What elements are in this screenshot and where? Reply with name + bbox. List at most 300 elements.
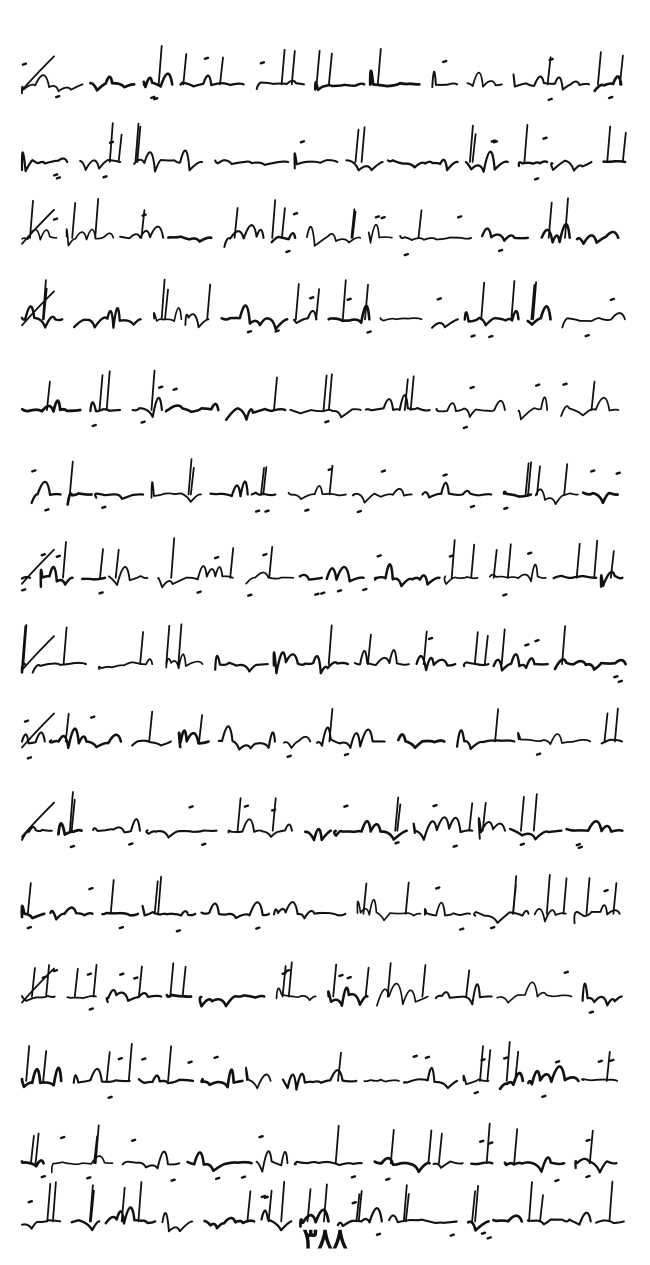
handwritten-stroke <box>592 382 595 410</box>
handwritten-stroke <box>607 127 610 162</box>
handwritten-dot <box>499 250 502 251</box>
handwritten-word <box>143 906 196 916</box>
handwritten-stroke <box>564 464 567 494</box>
handwritten-stroke <box>282 50 285 85</box>
handwritten-word <box>554 576 597 578</box>
handwritten-dot <box>294 213 297 214</box>
handwritten-word <box>315 82 364 90</box>
handwritten-stroke <box>165 290 168 320</box>
handwritten-word <box>327 567 364 581</box>
handwritten-stroke <box>47 1184 50 1221</box>
handwritten-dot <box>266 511 269 512</box>
handwritten-word <box>471 1162 492 1164</box>
handwritten-dot <box>376 216 379 217</box>
handwritten-dot <box>260 1136 263 1137</box>
handwritten-line <box>14 786 636 864</box>
handwritten-word <box>317 728 385 748</box>
handwritten-dot <box>42 1176 45 1177</box>
handwritten-stroke <box>138 1182 141 1221</box>
handwritten-stroke <box>598 52 601 84</box>
handwritten-dot <box>610 1060 613 1061</box>
handwritten-word <box>369 225 392 243</box>
handwritten-stroke <box>100 375 103 410</box>
handwritten-word <box>353 489 412 503</box>
handwritten-word <box>562 313 625 327</box>
handwritten-dot <box>248 595 251 596</box>
handwritten-dot <box>89 888 92 889</box>
handwritten-word <box>50 729 121 748</box>
handwritten-stroke <box>475 632 478 664</box>
handwritten-line <box>14 1036 636 1114</box>
handwritten-dot <box>617 473 620 474</box>
handwritten-word <box>380 318 421 321</box>
handwritten-dot <box>438 298 441 299</box>
handwritten-stroke <box>480 1046 483 1081</box>
handwritten-stroke <box>155 881 158 913</box>
handwritten-stroke <box>329 54 332 85</box>
handwritten-dot <box>587 1140 590 1141</box>
handwritten-stroke <box>317 51 320 85</box>
handwritten-dot <box>283 973 286 974</box>
handwritten-word <box>457 730 514 749</box>
handwritten-word <box>490 565 546 582</box>
handwritten-stroke <box>502 629 505 664</box>
handwritten-dot <box>263 554 266 555</box>
handwritten-word <box>357 900 420 921</box>
handwritten-dot <box>352 1176 355 1177</box>
handwritten-dot <box>93 425 96 426</box>
handwritten-word <box>432 72 457 87</box>
handwritten-word <box>575 1159 616 1173</box>
handwritten-word <box>22 75 83 93</box>
handwritten-dot <box>489 336 492 337</box>
handwritten-dot <box>28 757 31 758</box>
handwritten-stroke <box>316 289 319 319</box>
handwritten-dot <box>537 754 540 755</box>
handwritten-dot <box>443 61 446 62</box>
handwritten-word <box>355 650 409 665</box>
handwritten-dot <box>32 470 35 471</box>
handwritten-dot <box>482 1059 485 1060</box>
handwritten-stroke <box>343 280 346 319</box>
handwritten-word <box>519 161 547 166</box>
handwritten-word <box>152 482 202 502</box>
handwritten-word <box>139 1076 193 1084</box>
handwritten-word <box>423 483 492 498</box>
handwritten-dot <box>325 421 328 422</box>
handwritten-dot <box>609 97 612 98</box>
handwritten-word <box>551 161 591 171</box>
handwritten-word <box>202 1070 243 1087</box>
handwritten-stroke <box>362 127 365 162</box>
handwritten-dot <box>414 1056 417 1057</box>
handwritten-word <box>414 817 473 839</box>
handwritten-stroke <box>524 125 527 162</box>
handwritten-word <box>166 654 202 668</box>
handwritten-word <box>465 311 519 325</box>
handwritten-word <box>90 402 120 411</box>
handwritten-line <box>14 196 636 274</box>
handwritten-dot <box>528 553 531 554</box>
handwritten-stroke <box>594 541 597 578</box>
handwritten-dot <box>525 644 528 645</box>
handwritten-word <box>474 911 528 923</box>
handwritten-stroke <box>333 965 336 997</box>
handwritten-stroke <box>107 371 110 410</box>
handwritten-dot <box>535 178 538 179</box>
handwritten-stroke <box>100 549 103 578</box>
handwritten-word <box>444 576 477 584</box>
handwritten-stroke <box>623 133 626 162</box>
handwritten-dot <box>286 251 289 252</box>
handwritten-dot <box>120 927 123 928</box>
handwritten-dot <box>56 96 59 97</box>
handwritten-word <box>432 319 458 328</box>
handwritten-line <box>14 700 636 778</box>
handwritten-dot <box>102 507 105 508</box>
handwritten-word <box>425 903 470 916</box>
handwritten-stroke <box>428 1131 431 1164</box>
handwritten-word <box>274 902 345 918</box>
handwritten-stroke <box>439 1134 442 1164</box>
handwritten-dot <box>45 509 48 510</box>
handwritten-stroke <box>605 713 608 741</box>
handwritten-stroke <box>183 967 186 997</box>
handwritten-stroke <box>487 1050 490 1081</box>
handwritten-dot <box>444 475 447 476</box>
handwritten-stroke <box>565 198 568 238</box>
handwritten-stroke <box>43 1051 46 1081</box>
handwritten-word <box>180 76 243 87</box>
handwritten-word <box>107 990 161 1002</box>
handwritten-stroke <box>269 1191 272 1222</box>
handwritten-dot <box>329 469 332 470</box>
handwritten-word <box>95 494 143 499</box>
handwritten-dot <box>489 1143 492 1144</box>
handwritten-word <box>99 659 152 669</box>
handwritten-stroke <box>590 1131 593 1164</box>
handwritten-dot <box>358 511 361 512</box>
handwritten-dot <box>159 387 162 388</box>
handwritten-stroke <box>111 880 114 914</box>
handwritten-word <box>109 567 147 585</box>
handwritten-dot <box>256 928 259 929</box>
handwritten-dot <box>504 508 507 509</box>
handwritten-dot <box>286 970 289 971</box>
handwritten-stroke <box>70 462 73 495</box>
handwritten-line <box>14 366 636 444</box>
handwritten-dot <box>579 847 582 848</box>
handwritten-stroke <box>63 542 66 578</box>
handwritten-dot <box>242 1177 245 1178</box>
handwritten-dot <box>605 890 608 891</box>
handwritten-flourish <box>22 550 54 584</box>
handwritten-word <box>567 821 623 831</box>
handwritten-dot <box>215 1057 218 1058</box>
handwritten-stroke <box>607 1052 610 1081</box>
handwritten-word <box>528 1066 578 1084</box>
handwritten-stroke <box>158 877 161 914</box>
handwritten-stroke <box>452 540 455 578</box>
handwritten-stroke <box>159 46 162 84</box>
handwritten-stroke <box>422 965 425 996</box>
handwritten-dot <box>87 1177 90 1178</box>
handwritten-dot <box>129 844 132 845</box>
handwritten-stroke <box>540 1195 543 1221</box>
handwritten-stroke <box>466 970 469 996</box>
handwritten-word <box>493 1216 521 1222</box>
handwritten-stroke <box>75 969 78 997</box>
handwritten-stroke <box>116 550 119 578</box>
handwritten-word <box>246 1067 271 1088</box>
handwritten-stroke <box>53 1182 56 1221</box>
handwritten-dot <box>321 593 324 594</box>
handwritten-word <box>106 1207 155 1223</box>
handwritten-stroke <box>587 878 590 914</box>
handwritten-dot <box>91 717 94 718</box>
handwritten-word <box>561 398 618 416</box>
handwritten-word <box>215 160 288 165</box>
handwritten-dot <box>338 590 341 591</box>
handwritten-line <box>14 952 636 1030</box>
handwritten-stroke <box>199 715 202 741</box>
handwritten-dot <box>202 844 205 845</box>
handwritten-stroke <box>469 803 472 830</box>
handwritten-word <box>22 827 52 840</box>
handwritten-stroke <box>508 544 511 577</box>
handwritten-word <box>41 567 73 587</box>
handwritten-dot <box>544 138 547 139</box>
handwritten-dot <box>276 331 279 332</box>
handwritten-stroke <box>170 963 173 996</box>
handwritten-dot <box>614 676 617 677</box>
handwritten-dot <box>344 806 347 807</box>
handwritten-dot <box>205 58 208 59</box>
handwritten-stroke <box>471 545 474 578</box>
handwritten-dot <box>120 974 123 975</box>
handwritten-word <box>74 308 141 328</box>
handwritten-word <box>284 737 310 748</box>
handwritten-dot <box>88 974 91 975</box>
handwritten-word <box>51 908 93 920</box>
handwritten-word <box>283 1070 356 1089</box>
handwritten-stroke <box>613 883 616 914</box>
handwritten-dot <box>216 1178 219 1179</box>
handwritten-dot <box>134 978 137 979</box>
handwritten-word <box>289 486 347 499</box>
handwritten-word <box>346 160 382 170</box>
handwritten-stroke <box>577 544 580 578</box>
handwritten-word <box>555 659 626 669</box>
handwritten-dot <box>353 1202 356 1203</box>
handwritten-word <box>467 73 502 87</box>
handwritten-dot <box>405 254 408 255</box>
handwritten-dot <box>590 1012 593 1013</box>
handwritten-dot <box>458 216 461 217</box>
handwritten-dot <box>310 297 313 298</box>
handwritten-word <box>290 409 360 417</box>
handwritten-word <box>22 906 44 918</box>
handwritten-word <box>375 1158 430 1172</box>
handwritten-dot <box>109 1097 112 1098</box>
handwritten-word <box>200 995 264 1006</box>
handwritten-stroke <box>64 627 67 664</box>
handwritten-word <box>33 663 86 673</box>
handwritten-stroke <box>207 285 210 320</box>
handwritten-dot <box>154 98 157 99</box>
handwritten-dot <box>471 506 474 507</box>
handwritten-word <box>168 237 211 242</box>
handwritten-dot <box>429 638 432 639</box>
handwritten-stroke <box>269 547 272 578</box>
handwritten-dot <box>471 387 474 388</box>
handwritten-word <box>434 1162 463 1168</box>
handwritten-stroke <box>336 1126 339 1163</box>
handwritten-dot <box>22 589 25 590</box>
handwritten-word <box>226 408 285 419</box>
handwritten-dot <box>143 215 146 216</box>
handwritten-word <box>417 656 456 670</box>
handwritten-dot <box>460 929 463 930</box>
handwritten-dot <box>492 141 495 142</box>
handwritten-dot <box>564 384 567 385</box>
handwritten-line <box>14 872 636 950</box>
handwritten-line <box>14 278 636 356</box>
handwritten-word <box>158 566 233 587</box>
handwritten-dot <box>100 592 103 593</box>
handwritten-dot <box>521 844 524 845</box>
handwritten-dot <box>174 389 177 390</box>
handwritten-word <box>463 1076 488 1085</box>
handwritten-stroke <box>548 57 551 84</box>
handwritten-dot <box>54 970 57 971</box>
handwritten-stroke <box>529 1182 532 1221</box>
handwritten-stroke <box>356 130 359 162</box>
handwritten-word <box>74 1069 130 1083</box>
handwritten-dot <box>348 977 351 978</box>
handwritten-dot <box>378 555 381 556</box>
handwritten-stroke <box>329 374 332 410</box>
handwritten-dot <box>396 842 399 843</box>
handwritten-word <box>134 151 202 172</box>
handwritten-stroke <box>171 538 174 578</box>
handwritten-dot <box>480 1141 483 1142</box>
handwritten-word <box>22 401 80 412</box>
handwritten-dot <box>57 556 60 557</box>
handwritten-stroke <box>281 1182 284 1222</box>
handwritten-word <box>398 734 444 747</box>
handwritten-dot <box>382 471 385 472</box>
handwritten-dot <box>345 754 348 755</box>
handwritten-dot <box>577 844 580 845</box>
handwritten-dot <box>464 427 467 428</box>
handwritten-word <box>305 829 331 840</box>
handwritten-word <box>519 397 548 419</box>
handwritten-stroke <box>272 200 275 238</box>
handwritten-word <box>82 578 105 580</box>
handwritten-word <box>295 1162 362 1165</box>
handwritten-dot <box>54 174 57 175</box>
handwritten-word <box>224 225 263 247</box>
handwritten-dot <box>591 471 594 472</box>
handwritten-word <box>400 236 471 240</box>
handwritten-dot <box>315 594 318 595</box>
handwritten-dot <box>536 640 539 641</box>
handwritten-word <box>185 314 208 327</box>
handwritten-stroke <box>411 376 414 410</box>
handwritten-dot <box>434 805 437 806</box>
handwritten-word <box>536 489 578 504</box>
handwritten-word <box>154 308 182 321</box>
handwritten-word <box>166 404 218 412</box>
handwritten-dot <box>142 422 145 423</box>
handwritten-dot <box>151 97 154 98</box>
handwritten-stroke <box>230 548 233 578</box>
handwritten-word <box>577 232 618 244</box>
handwritten-stroke <box>507 1042 510 1081</box>
handwritten-dot <box>556 1061 559 1062</box>
handwritten-word <box>272 233 295 242</box>
handwritten-stroke <box>235 208 238 238</box>
handwritten-stroke <box>274 378 277 410</box>
handwritten-stroke <box>152 371 155 410</box>
handwritten-dot <box>301 141 304 142</box>
handwritten-stroke <box>289 962 292 996</box>
handwritten-stroke <box>366 968 369 997</box>
handwritten-dot <box>71 846 74 847</box>
handwritten-dot <box>272 810 275 811</box>
handwritten-stroke <box>424 632 427 665</box>
handwritten-dot <box>90 1009 93 1010</box>
handwritten-word <box>179 731 209 747</box>
handwritten-stroke <box>139 967 142 997</box>
handwritten-dot <box>542 1096 545 1097</box>
handwritten-word <box>257 81 304 89</box>
handwritten-dot <box>28 927 31 928</box>
handwritten-word <box>518 733 590 745</box>
handwritten-stroke <box>615 709 618 742</box>
handwritten-word <box>210 482 247 497</box>
handwritten-word <box>22 1161 44 1167</box>
handwritten-stroke <box>329 625 332 664</box>
handwritten-word <box>300 575 322 580</box>
handwritten-stroke <box>168 1046 171 1081</box>
handwritten-stroke <box>282 208 285 238</box>
handwritten-word <box>482 229 528 241</box>
handwritten-dot <box>288 756 291 757</box>
handwritten-stroke <box>119 135 122 162</box>
handwritten-word <box>510 829 561 839</box>
handwritten-stroke <box>26 1046 29 1081</box>
handwritten-dot <box>363 589 366 590</box>
handwritten-dot <box>491 927 494 928</box>
handwritten-stroke <box>140 632 143 664</box>
handwritten-stroke <box>28 883 31 914</box>
handwritten-stroke <box>95 199 98 238</box>
handwritten-word <box>90 77 134 91</box>
handwritten-dot <box>368 332 371 333</box>
handwritten-word <box>404 1068 457 1088</box>
handwritten-stroke <box>273 798 276 830</box>
handwritten-dot <box>132 1140 135 1141</box>
handwritten-word <box>132 741 171 746</box>
handwritten-dot <box>190 806 193 807</box>
handwritten-stroke <box>564 878 567 913</box>
handwritten-dot <box>426 1057 429 1058</box>
handwritten-dot <box>504 1058 507 1059</box>
handwritten-dot <box>256 511 259 512</box>
handwritten-stroke <box>31 1136 34 1163</box>
